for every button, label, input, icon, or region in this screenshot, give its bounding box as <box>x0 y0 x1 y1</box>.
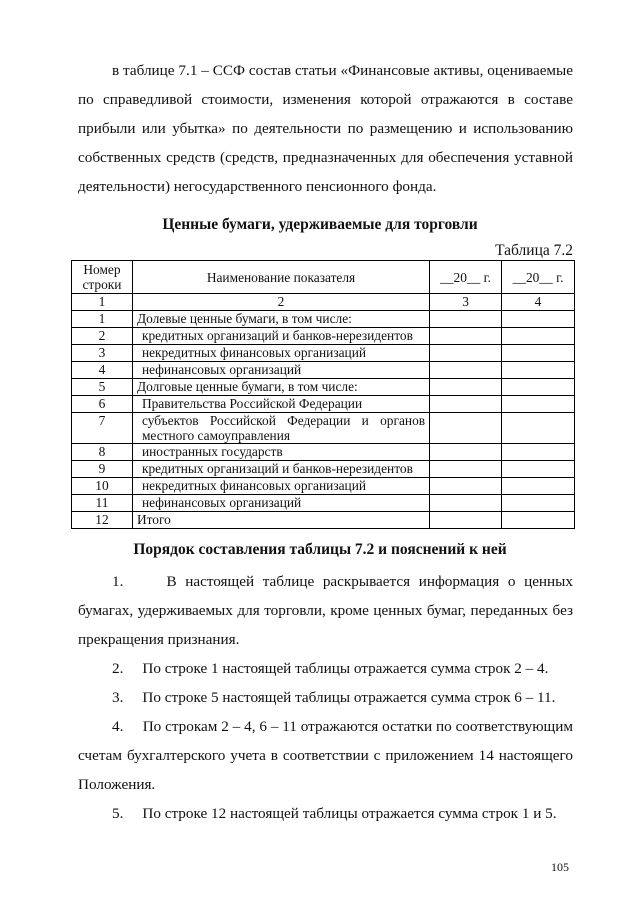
row-name: Правительства Российской Федерации <box>132 396 429 413</box>
col-number: 3 <box>430 294 502 311</box>
table-row <box>72 396 575 413</box>
column-numbers-row <box>72 294 575 311</box>
col-number: 2 <box>132 294 429 311</box>
table-row <box>72 345 575 362</box>
row-value-1 <box>430 379 502 396</box>
row-value-2 <box>502 461 575 478</box>
section-title: Порядок составления таблицы 7.2 и пояснений к ней <box>133 541 507 558</box>
table-row <box>72 461 575 478</box>
row-value-1 <box>430 444 502 461</box>
row-value-2 <box>502 413 575 444</box>
row-value-1 <box>430 495 502 512</box>
row-number: 8 <box>72 444 133 461</box>
col-number: 1 <box>72 294 133 311</box>
row-value-2 <box>502 379 575 396</box>
row-number: 7 <box>72 413 133 444</box>
row-name: субъектов Российской Федерации и органов местного самоуправления <box>132 413 429 444</box>
row-number: 10 <box>72 478 133 495</box>
row-value-1 <box>430 461 502 478</box>
col-number: 4 <box>502 294 575 311</box>
table-row <box>72 413 575 444</box>
intro-paragraph <box>78 56 573 201</box>
row-value-2 <box>502 362 575 379</box>
table-row <box>72 311 575 328</box>
table-row <box>72 512 575 529</box>
table-row <box>72 379 575 396</box>
row-name: нефинансовых организаций <box>132 495 429 512</box>
row-number: 5 <box>72 379 133 396</box>
table-header-row <box>72 261 575 294</box>
row-value-2 <box>502 311 575 328</box>
row-number: 6 <box>72 396 133 413</box>
row-number: 2 <box>72 328 133 345</box>
row-name: иностранных государств <box>132 444 429 461</box>
row-value-2 <box>502 444 575 461</box>
instruction-paragraph: 2. По строке 1 настоящей таблицы отражается сумма строк 2 – 4. <box>112 660 549 677</box>
row-value-1 <box>430 396 502 413</box>
row-name: некредитных финансовых организаций <box>132 478 429 495</box>
row-number: 12 <box>72 512 133 529</box>
table-row <box>72 444 575 461</box>
row-number: 9 <box>72 461 133 478</box>
row-value-1 <box>430 512 502 529</box>
row-value-2 <box>502 345 575 362</box>
table-row <box>72 362 575 379</box>
row-number: 4 <box>72 362 133 379</box>
row-value-2 <box>502 495 575 512</box>
header-indicator: Наименование показателя <box>132 261 429 294</box>
page-number: 105 <box>551 860 569 874</box>
row-name: Долевые ценные бумаги, в том числе: <box>132 311 429 328</box>
row-name: некредитных финансовых организаций <box>132 345 429 362</box>
securities-table <box>71 260 575 529</box>
row-value-1 <box>430 311 502 328</box>
table-row <box>72 478 575 495</box>
row-number: 11 <box>72 495 133 512</box>
instructions-body <box>78 567 573 828</box>
row-number: 3 <box>72 345 133 362</box>
row-value-1 <box>430 478 502 495</box>
row-value-2 <box>502 478 575 495</box>
row-name: кредитных организаций и банков-нерезидентов <box>132 461 429 478</box>
header-row-number: Номер строки <box>72 261 133 294</box>
table-row <box>72 328 575 345</box>
instruction-paragraph: 1. В настоящей таблице раскрывается информация о ценных бумагах, удерживаемых для торговли, кроме ценных бумаг, переданных без прекращения признания. <box>78 573 573 648</box>
table-title: Ценные бумаги, удерживаемые для торговли <box>162 216 478 233</box>
table-row <box>72 495 575 512</box>
row-value-1 <box>430 362 502 379</box>
header-period-2: __20__ г. <box>502 261 575 294</box>
row-name: Итого <box>132 512 429 529</box>
table-number: Таблица 7.2 <box>495 242 573 259</box>
row-value-1 <box>430 413 502 444</box>
row-value-1 <box>430 345 502 362</box>
row-value-1 <box>430 328 502 345</box>
row-value-2 <box>502 512 575 529</box>
instruction-paragraph: 5. По строке 12 настоящей таблицы отражается сумма строк 1 и 5. <box>112 805 557 822</box>
row-value-2 <box>502 328 575 345</box>
row-name: нефинансовых организаций <box>132 362 429 379</box>
row-number: 1 <box>72 311 133 328</box>
row-name: Долговые ценные бумаги, в том числе: <box>132 379 429 396</box>
header-period-1: __20__ г. <box>430 261 502 294</box>
intro-text: в таблице 7.1 – ССФ состав статьи «Финансовые активы, оцениваемые по справедливой стоимости, изменения которой отражаются в составе прибыли или убытка» по деятельности по размещению и использованию собственных средств (средств, предназначенных для обеспечения уставной деятельности) негосударственного пенсионного фонда. <box>78 62 573 195</box>
instruction-paragraph: 4. По строкам 2 – 4, 6 – 11 отражаются остатки по соответствующим счетам бухгалтерского учета в соответствии с приложением 14 настоящего Положения. <box>78 718 573 793</box>
row-value-2 <box>502 396 575 413</box>
instruction-paragraph: 3. По строке 5 настоящей таблицы отражается сумма строк 6 – 11. <box>112 689 556 706</box>
row-name: кредитных организаций и банков-нерезидентов <box>132 328 429 345</box>
